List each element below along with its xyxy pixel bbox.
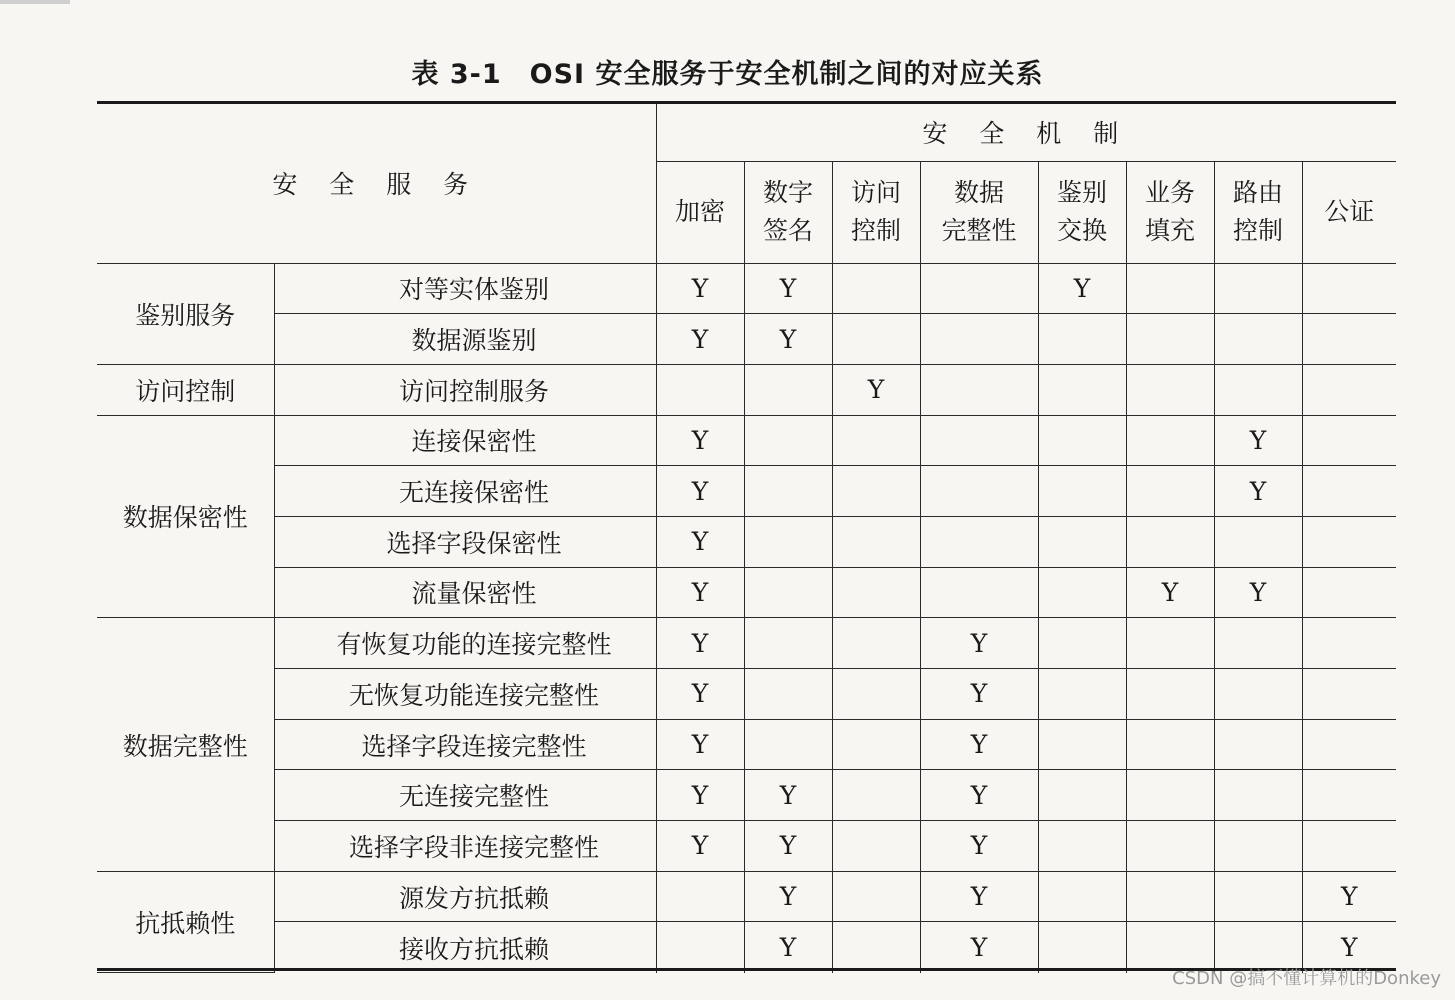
mark-cell	[920, 516, 1038, 567]
mark-cell	[656, 314, 744, 365]
mark-cell	[920, 770, 1038, 821]
mark-cell	[1038, 567, 1126, 618]
mark-cell	[1302, 669, 1396, 720]
mark-value: Y	[779, 933, 797, 963]
service-cell	[274, 415, 656, 466]
mark-cell	[1038, 263, 1126, 314]
mark-cell	[1126, 466, 1214, 517]
mark-value: Y	[1161, 577, 1179, 607]
mark-cell	[1302, 567, 1396, 618]
mark-cell	[1214, 821, 1302, 872]
mark-cell	[920, 263, 1038, 314]
mechanism-col-header: 数字 签名	[744, 161, 832, 263]
mark-cell	[744, 922, 832, 973]
mark-cell	[744, 364, 832, 415]
service-cell	[274, 871, 656, 922]
group-cell	[97, 364, 274, 415]
service-label: 无连接保密性	[398, 478, 549, 508]
service-label: 源发方抗抵赖	[398, 883, 549, 913]
service-label: 有恢复功能的连接完整性	[336, 630, 612, 660]
scan-artifact	[0, 0, 70, 4]
mark-cell	[832, 669, 920, 720]
mark-value: Y	[691, 273, 709, 303]
mark-cell	[1126, 314, 1214, 365]
mapping-table	[97, 104, 1396, 973]
mark-cell	[920, 821, 1038, 872]
mark-cell	[656, 770, 744, 821]
group-label: 数据保密性	[122, 503, 248, 533]
mark-cell	[832, 263, 920, 314]
mark-value: Y	[970, 831, 988, 861]
mark-cell	[744, 516, 832, 567]
table-row	[97, 364, 1396, 415]
mechanism-col-header: 访问 控制	[832, 161, 920, 263]
mark-cell	[1126, 415, 1214, 466]
mark-cell	[1038, 669, 1126, 720]
mark-cell	[832, 415, 920, 466]
mark-cell	[1302, 314, 1396, 365]
mark-cell	[1214, 314, 1302, 365]
service-cell	[274, 466, 656, 517]
mark-cell	[1302, 516, 1396, 567]
service-label: 数据源鉴别	[411, 326, 537, 356]
mark-cell	[1214, 669, 1302, 720]
mark-value: Y	[970, 780, 988, 810]
service-cell	[274, 922, 656, 973]
mark-cell	[656, 263, 744, 314]
mark-cell	[1038, 364, 1126, 415]
mark-value: Y	[867, 375, 885, 405]
mark-cell	[1302, 364, 1396, 415]
mark-cell	[832, 618, 920, 669]
mark-cell	[656, 871, 744, 922]
mark-cell	[832, 314, 920, 365]
service-cell	[274, 719, 656, 770]
mark-cell	[1302, 466, 1396, 517]
service-label: 选择字段非连接完整性	[348, 832, 599, 862]
service-cell	[274, 314, 656, 365]
service-cell	[274, 263, 656, 314]
mark-cell	[1126, 364, 1214, 415]
mark-cell	[1126, 516, 1214, 567]
mark-cell	[1302, 719, 1396, 770]
mark-value: Y	[691, 577, 709, 607]
mark-cell	[744, 415, 832, 466]
mark-cell	[1126, 821, 1214, 872]
mark-cell	[1038, 466, 1126, 517]
service-label: 对等实体鉴别	[398, 275, 549, 305]
mark-cell	[920, 719, 1038, 770]
mark-cell	[744, 770, 832, 821]
service-cell	[274, 821, 656, 872]
service-label: 选择字段连接完整性	[361, 731, 587, 761]
mark-value: Y	[691, 324, 709, 354]
mark-cell	[656, 669, 744, 720]
mechanism-col-header: 鉴别 交换	[1038, 161, 1126, 263]
mark-cell	[1214, 466, 1302, 517]
mark-cell	[832, 364, 920, 415]
mark-cell	[1126, 719, 1214, 770]
mark-cell	[656, 719, 744, 770]
group-cell	[97, 415, 274, 618]
mechanism-header: 安 全 机 制	[922, 119, 1131, 149]
mark-cell	[744, 314, 832, 365]
table-row	[97, 618, 1396, 669]
mark-cell	[1214, 263, 1302, 314]
mark-cell	[1302, 618, 1396, 669]
mark-cell	[656, 516, 744, 567]
table-row	[97, 770, 1396, 821]
mark-cell	[656, 567, 744, 618]
mark-cell	[1038, 871, 1126, 922]
service-label: 访问控制服务	[398, 376, 549, 406]
group-cell	[97, 618, 274, 871]
group-label: 鉴别服务	[135, 300, 236, 330]
mark-cell	[656, 922, 744, 973]
mark-value: Y	[970, 679, 988, 709]
mark-cell	[832, 567, 920, 618]
mark-cell	[1038, 415, 1126, 466]
mark-cell	[832, 821, 920, 872]
mark-value: Y	[779, 324, 797, 354]
mark-cell	[832, 871, 920, 922]
mark-cell	[1038, 719, 1126, 770]
mark-cell	[920, 415, 1038, 466]
mark-cell	[1302, 770, 1396, 821]
mark-cell	[744, 871, 832, 922]
mark-cell	[920, 871, 1038, 922]
mark-cell	[1302, 415, 1396, 466]
mechanism-col-header: 业务 填充	[1126, 161, 1214, 263]
service-cell	[274, 618, 656, 669]
mark-cell	[1214, 719, 1302, 770]
mark-cell	[656, 466, 744, 517]
mechanism-col-header: 加密	[656, 161, 744, 263]
table-row	[97, 263, 1396, 314]
mark-value: Y	[970, 628, 988, 658]
watermark: CSDN @搞不懂计算机的Donkey	[1172, 968, 1441, 989]
mark-value: Y	[691, 527, 709, 557]
service-label: 接收方抗抵赖	[398, 934, 549, 964]
mark-value: Y	[1073, 273, 1091, 303]
mark-cell	[920, 618, 1038, 669]
mark-value: Y	[779, 273, 797, 303]
table-row	[97, 466, 1396, 517]
mark-cell	[1038, 821, 1126, 872]
group-label: 抗抵赖性	[135, 908, 236, 938]
mark-value: Y	[1249, 577, 1267, 607]
mark-cell	[1214, 516, 1302, 567]
table-row	[97, 871, 1396, 922]
table-row	[97, 314, 1396, 365]
service-header-cell	[97, 104, 656, 263]
mark-cell	[1038, 618, 1126, 669]
mark-cell	[832, 922, 920, 973]
mark-cell	[920, 922, 1038, 973]
service-cell	[274, 770, 656, 821]
mark-value: Y	[970, 730, 988, 760]
mark-cell	[832, 466, 920, 517]
mark-cell	[744, 669, 832, 720]
mark-cell	[1302, 821, 1396, 872]
mark-cell	[1214, 871, 1302, 922]
mark-cell	[1214, 567, 1302, 618]
service-label: 流量保密性	[411, 579, 537, 609]
service-label: 选择字段保密性	[386, 528, 562, 558]
mark-cell	[1126, 567, 1214, 618]
table-row	[97, 821, 1396, 872]
mark-cell	[744, 263, 832, 314]
mark-cell	[920, 466, 1038, 517]
service-label: 无恢复功能连接完整性	[348, 680, 599, 710]
mark-value: Y	[1341, 933, 1358, 963]
mark-value: Y	[1249, 425, 1267, 455]
table-row	[97, 567, 1396, 618]
mark-cell	[832, 770, 920, 821]
table-body	[97, 104, 1396, 973]
mark-cell	[832, 719, 920, 770]
mechanism-col-header: 公证	[1302, 161, 1396, 263]
mark-value: Y	[691, 679, 709, 709]
service-cell	[274, 669, 656, 720]
mark-cell	[920, 669, 1038, 720]
mark-value: Y	[691, 628, 709, 658]
mark-value: Y	[691, 780, 709, 810]
service-cell	[274, 567, 656, 618]
mark-cell	[1302, 871, 1396, 922]
mark-cell	[1038, 922, 1126, 973]
mark-cell	[744, 567, 832, 618]
mark-cell	[656, 364, 744, 415]
mark-cell	[744, 719, 832, 770]
mark-cell	[1126, 263, 1214, 314]
service-cell	[274, 516, 656, 567]
mark-value: Y	[1341, 882, 1358, 912]
mark-cell	[744, 618, 832, 669]
service-label: 无连接完整性	[398, 782, 549, 812]
group-cell	[97, 263, 274, 364]
service-label: 连接保密性	[411, 427, 537, 457]
mark-cell	[920, 567, 1038, 618]
service-cell	[274, 364, 656, 415]
mark-value: Y	[779, 780, 797, 810]
mark-cell	[656, 821, 744, 872]
mark-cell	[920, 314, 1038, 365]
table-row	[97, 415, 1396, 466]
group-label: 访问控制	[135, 376, 236, 406]
mark-value: Y	[691, 476, 709, 506]
mark-cell	[1214, 618, 1302, 669]
mechanism-col-header: 路由 控制	[1214, 161, 1302, 263]
mark-value: Y	[691, 730, 709, 760]
mark-cell	[832, 516, 920, 567]
table-row	[97, 516, 1396, 567]
mark-cell	[1126, 871, 1214, 922]
mark-cell	[1126, 669, 1214, 720]
mark-value: Y	[779, 831, 797, 861]
mark-value: Y	[970, 933, 988, 963]
table-row	[97, 719, 1396, 770]
mark-cell	[656, 618, 744, 669]
mark-cell	[1302, 263, 1396, 314]
mark-cell	[1214, 415, 1302, 466]
mark-value: Y	[691, 831, 709, 861]
mark-cell	[744, 466, 832, 517]
mark-cell	[1038, 516, 1126, 567]
mark-cell	[744, 821, 832, 872]
mark-value: Y	[970, 882, 988, 912]
mark-cell	[1038, 314, 1126, 365]
mark-value: Y	[779, 882, 797, 912]
table-caption: 表 3-1 OSI 安全服务于安全机制之间的对应关系	[411, 59, 1044, 90]
mark-cell	[1214, 364, 1302, 415]
mark-cell	[1126, 770, 1214, 821]
mechanism-header-cell	[656, 104, 1396, 161]
mark-cell	[920, 364, 1038, 415]
mark-value: Y	[1249, 476, 1267, 506]
mechanism-col-header: 数据 完整性	[920, 161, 1038, 263]
mark-cell	[1126, 618, 1214, 669]
group-cell	[97, 871, 274, 972]
mark-cell	[1214, 770, 1302, 821]
mark-cell	[1038, 770, 1126, 821]
mark-value: Y	[691, 425, 709, 455]
service-header: 安 全 服 务	[272, 170, 481, 200]
group-label: 数据完整性	[122, 731, 248, 761]
table-row	[97, 669, 1396, 720]
mark-cell	[656, 415, 744, 466]
